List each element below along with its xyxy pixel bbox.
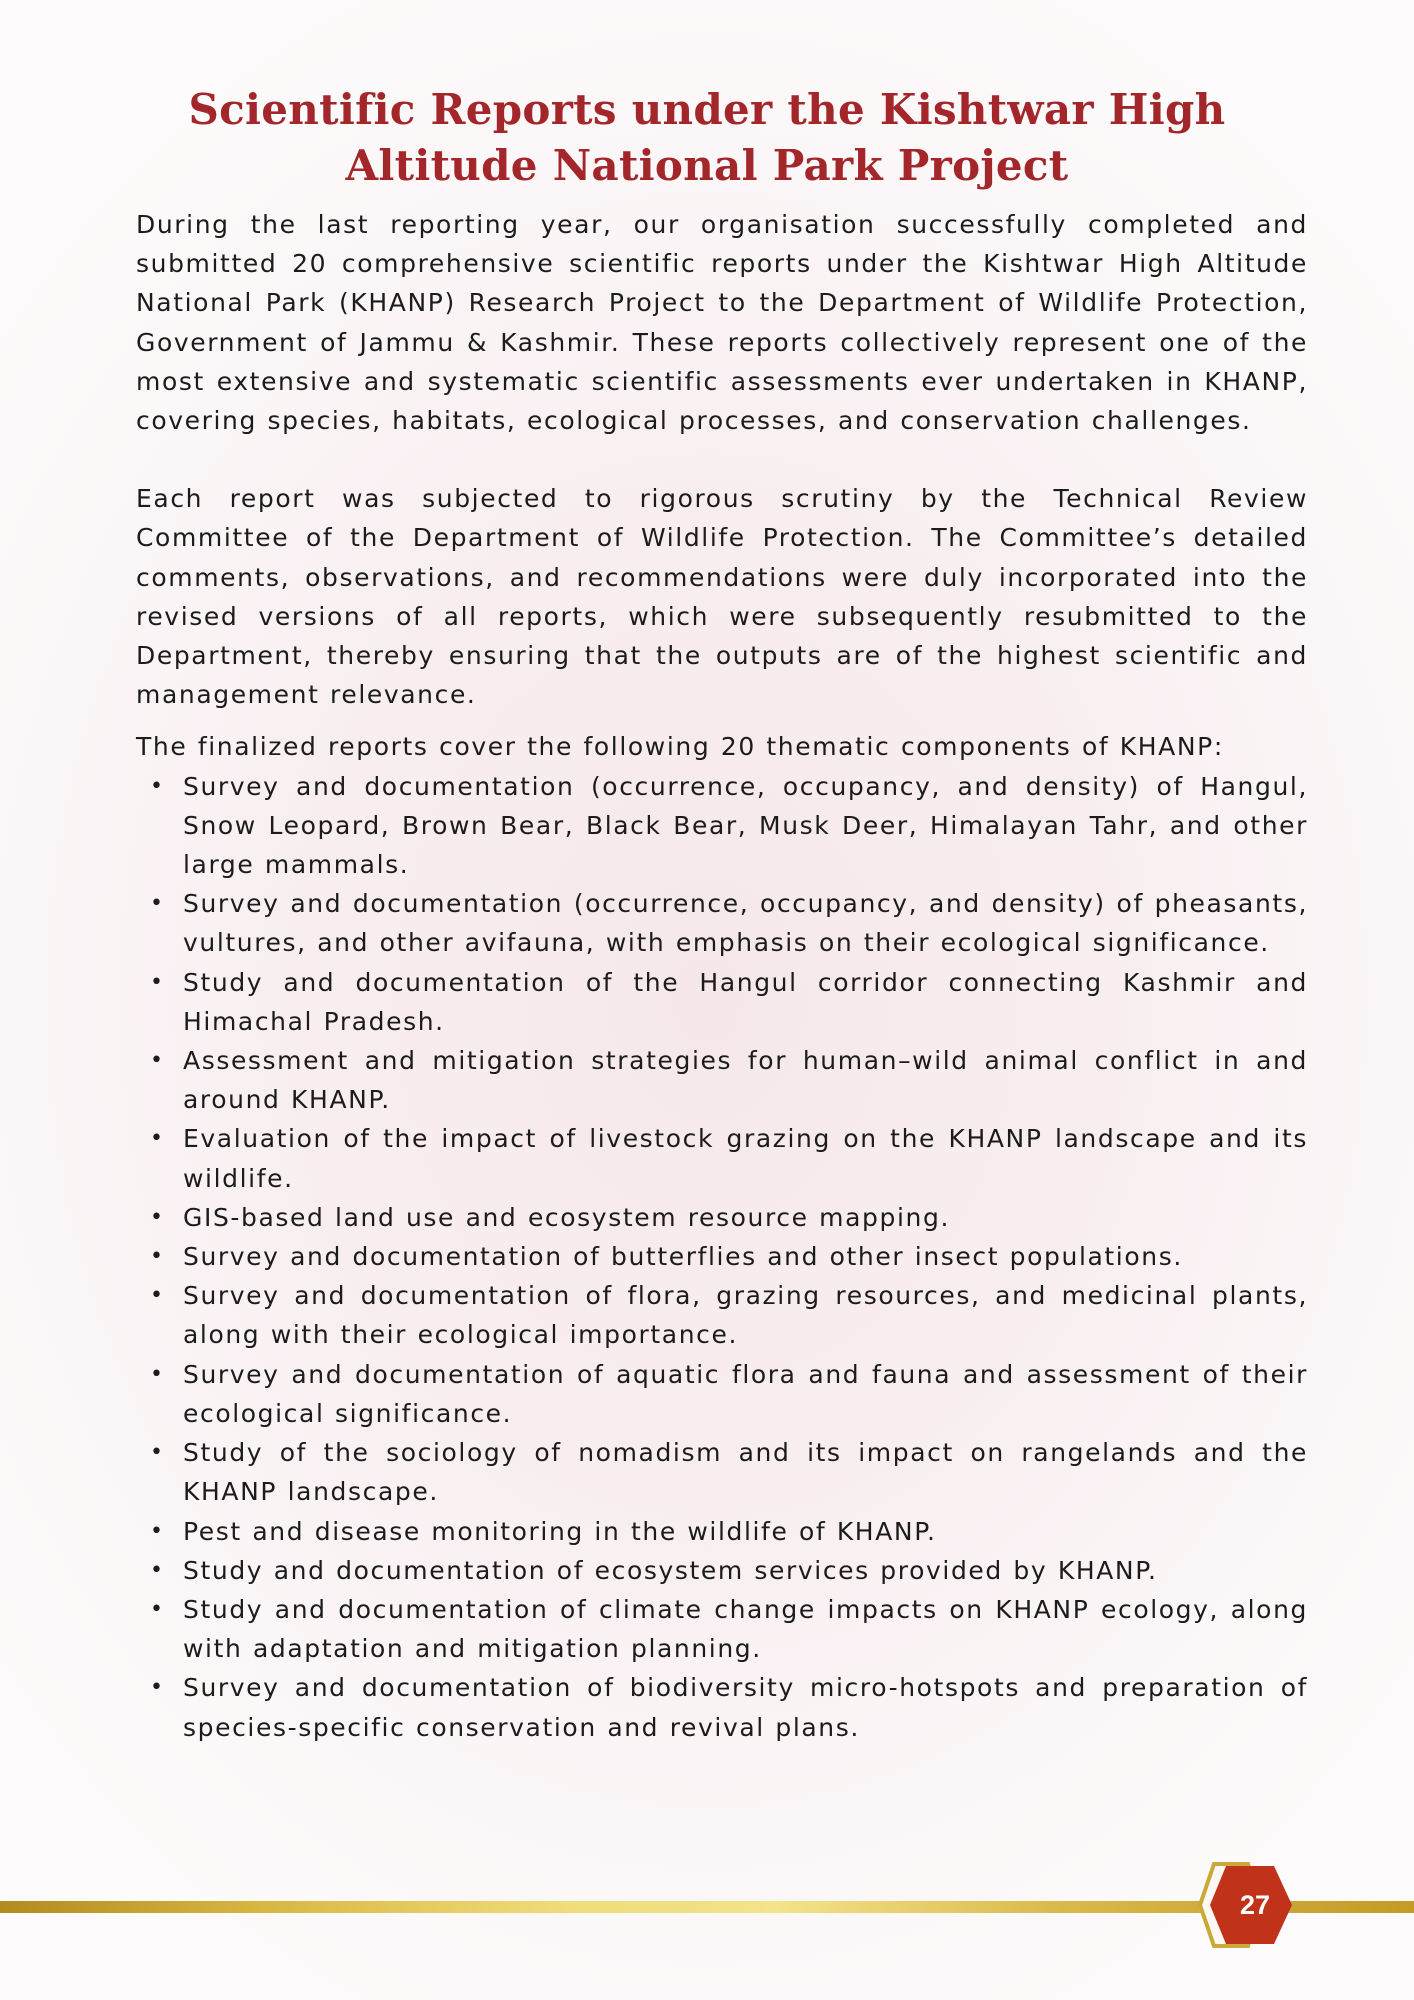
bullet-icon: • [150,1596,165,1622]
list-item-text: Survey and documentation of flora, grazing resources, and medicinal plants, along with their ecological importance. [183,1281,1308,1350]
list-item-text: Study and documentation of ecosystem services provided by KHANP. [183,1555,1158,1585]
list-item [150,1198,1308,1237]
list-item [150,1590,1308,1668]
bullet-icon: • [150,1361,165,1387]
list-item-text: Survey and documentation of aquatic flora and fauna and assessment of their ecological significance. [183,1359,1308,1428]
list-item [150,1433,1308,1511]
bullet-icon: • [150,1244,165,1270]
list-item-text: Survey and documentation (occurrence, occupancy, and density) of pheasants, vultures, and other avifauna, with emphasis on their ecological significance. [183,889,1308,958]
list-item [150,963,1308,1041]
bullet-icon: • [150,1440,165,1466]
list-item-text: Survey and documentation (occurrence, occupancy, and density) of Hangul, Snow Leopard, Brown Bear, Black Bear, Musk Deer, Himalayan Tahr, and other large mammals. [183,771,1308,880]
list-item [150,767,1308,885]
bullet-icon: • [150,1126,165,1152]
bullet-icon: • [150,1283,165,1309]
page-number: 27 [1239,1890,1271,1920]
list-item [150,1512,1308,1551]
list-item [150,1355,1308,1433]
thematic-components-list [136,767,1308,1747]
components-lead-paragraph: The finalized reports cover the following 20 thematic components of KHANP: [136,732,1224,762]
intro-paragraph: During the last reporting year, our organisation successfully completed and submitted 20 comprehensive scientific reports under the Kishtwar High Altitude National Park (KHANP) Research Project to the Department of Wildlife Protection, Government of Jammu & Kashmir. These reports collectively represent one of the most extensive and systematic scientific assessments ever undertaken in KHANP, covering species, habitats, ecological processes, and conservation challenges. [136,210,1308,436]
list-item-text: Study and documentation of climate change impacts on KHANP ecology, along with adaptation and mitigation planning. [183,1594,1308,1664]
bullet-icon: • [150,891,165,917]
list-item [150,1237,1308,1276]
bullet-icon: • [150,969,165,995]
list-item-text: Pest and disease monitoring in the wildlife of KHANP. [183,1516,937,1546]
body-content [136,205,1308,1747]
list-item-text: GIS-based land use and ecosystem resource mapping. [183,1202,950,1232]
list-item-text: Evaluation of the impact of livestock grazing on the KHANP landscape and its wildlife. [183,1124,1308,1193]
list-item [150,1119,1308,1197]
list-item [150,1551,1308,1590]
list-item [150,1668,1308,1746]
list-item [150,1041,1308,1119]
list-item-text: Survey and documentation of biodiversity micro-hotspots and preparation of species-specific conservation and revival plans. [183,1673,1308,1742]
list-item-text: Survey and documentation of butterflies and other insect populations. [183,1242,1183,1272]
bullet-icon: • [150,1675,165,1701]
list-item [150,884,1308,962]
bullet-icon: • [150,1518,165,1544]
review-paragraph: Each report was subjected to rigorous scrutiny by the Technical Review Committee of the Department of Wildlife Protection. The Committee’s detailed comments, observations, and recommendations were duly incorporated into the revised versions of all reports, which were subsequently resubmitted to the Department, thereby ensuring that the outputs are of the highest scientific and management relevance. [136,484,1308,710]
list-item-text: Study of the sociology of nomadism and its impact on rangelands and the KHANP landscape. [183,1438,1308,1507]
list-item-text: Study and documentation of the Hangul corridor connecting Kashmir and Himachal Pradesh. [183,967,1308,1036]
page-number-badge [1194,1862,1294,1948]
bullet-icon: • [150,773,165,799]
bullet-icon: • [150,1204,165,1230]
list-item-text: Assessment and mitigation strategies for human–wild animal conflict in and around KHANP. [183,1046,1308,1115]
page-title: Scientific Reports under the Kishtwar High Altitude National Park Project [188,85,1226,190]
list-item [150,1276,1308,1354]
bullet-icon: • [150,1048,165,1074]
bullet-icon: • [150,1557,165,1583]
